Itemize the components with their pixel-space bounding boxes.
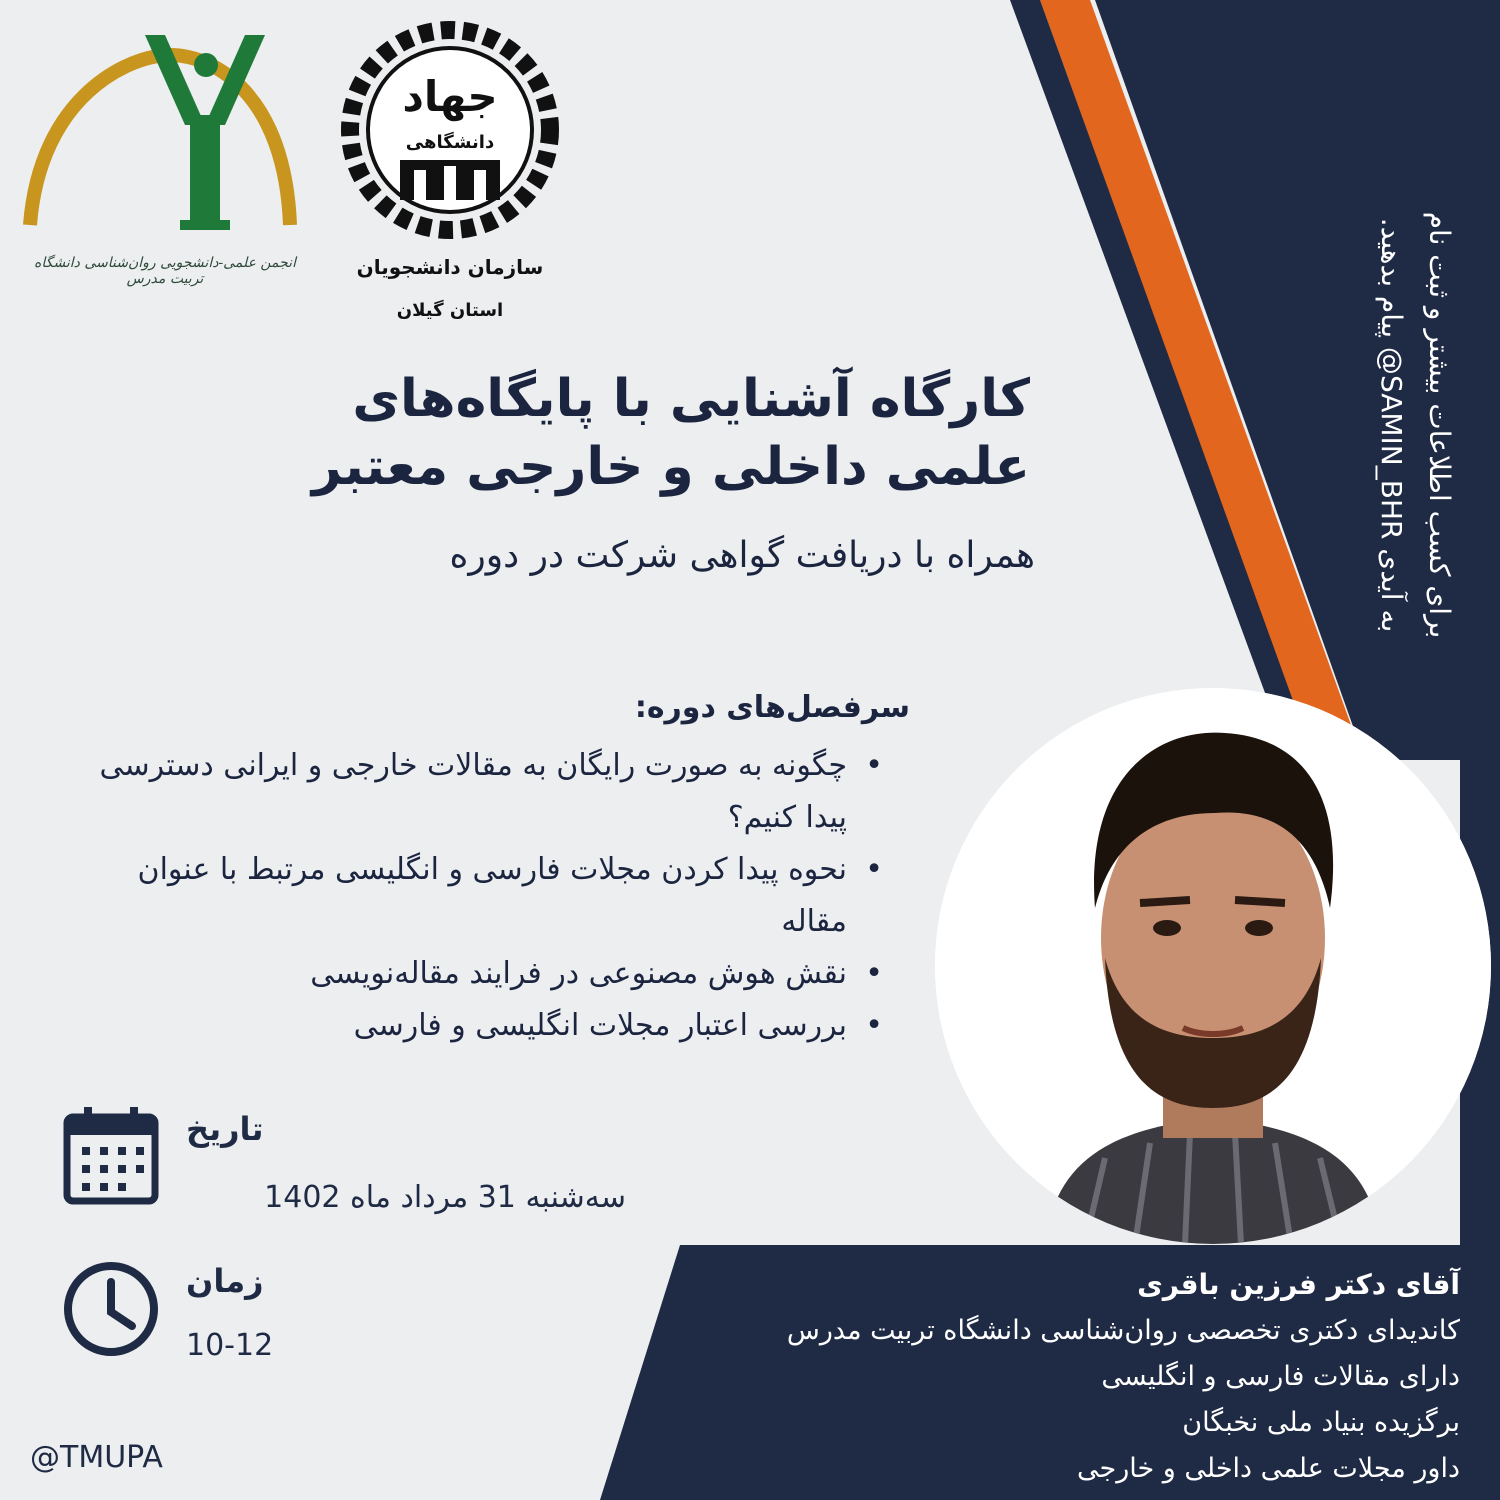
workshop-title bbox=[180, 365, 1030, 501]
jahad-org-province: استان گیلان bbox=[396, 300, 504, 321]
date-value: سه‌شنبه 31 مرداد ماه 1402 bbox=[264, 1180, 626, 1215]
calendar-icon bbox=[62, 1105, 160, 1205]
left-logo-caption: انجمن علمی-دانشجویی روان‌شناسی دانشگاه تربیت مدرس bbox=[34, 255, 296, 287]
social-handle: @TMUPA bbox=[30, 1440, 163, 1475]
university-association-logo bbox=[20, 25, 310, 285]
arch-tree-emblem-icon bbox=[20, 25, 310, 255]
speaker-credential: کاندیدای دکتری تخصصی روان‌شناسی دانشگاه تربیت مدرس bbox=[786, 1315, 1460, 1346]
speaker-credential: داور مجلات علمی داخلی و خارجی bbox=[1077, 1453, 1460, 1484]
jahad-logo-main: جهاد bbox=[402, 72, 498, 121]
jahad-org-name: سازمان دانشجویان bbox=[356, 255, 544, 279]
person-portrait-icon bbox=[935, 688, 1491, 1244]
gear-emblem-icon bbox=[330, 10, 570, 240]
clock-icon bbox=[62, 1260, 160, 1358]
registration-line-2: به آیدی SAMIN_BHR@ پیام بدهید. bbox=[1375, 217, 1408, 633]
speaker-credential: برگزیده بنیاد ملی نخبگان bbox=[1182, 1407, 1460, 1438]
registration-info bbox=[1350, 155, 1480, 695]
topics-list bbox=[95, 740, 895, 1052]
time-label: زمان bbox=[186, 1262, 264, 1300]
workshop-subtitle: همراه با دریافت گواهی شرکت در دوره bbox=[449, 535, 1035, 576]
jahad-daneshgahi-logo bbox=[330, 10, 570, 330]
time-value: 10-12 bbox=[186, 1328, 274, 1363]
speaker-info bbox=[600, 1262, 1460, 1492]
date-label: تاریخ bbox=[186, 1110, 264, 1148]
topic-item: • بررسی اعتبار مجلات انگلیسی و فارسی bbox=[95, 1000, 895, 1052]
speaker-name: آقای دکتر فرزین باقری bbox=[1137, 1268, 1460, 1301]
topic-item: • نحوه پیدا کردن مجلات فارسی و انگلیسی مرتبط با عنوان مقاله bbox=[95, 844, 895, 948]
title-line-2: علمی داخلی و خارجی معتبر bbox=[311, 437, 1030, 497]
speaker-credential: دارای مقالات فارسی و انگلیسی bbox=[1101, 1361, 1460, 1392]
jahad-logo-sub: دانشگاهی bbox=[405, 132, 495, 153]
topic-item: • نقش هوش مصنوعی در فرایند مقاله‌نویسی bbox=[95, 948, 895, 1000]
topic-item: • چگونه به صورت رایگان به مقالات خارجی و ایرانی دسترسی پیدا کنیم؟ bbox=[95, 740, 895, 844]
speaker-photo bbox=[935, 688, 1491, 1244]
registration-line-1: برای کسب اطلاعات بیشتر و ثبت نام bbox=[1423, 211, 1456, 639]
title-line-1: کارگاه آشنایی با پایگاه‌های bbox=[352, 369, 1030, 429]
topics-heading: سرفصل‌های دوره: bbox=[634, 690, 910, 725]
